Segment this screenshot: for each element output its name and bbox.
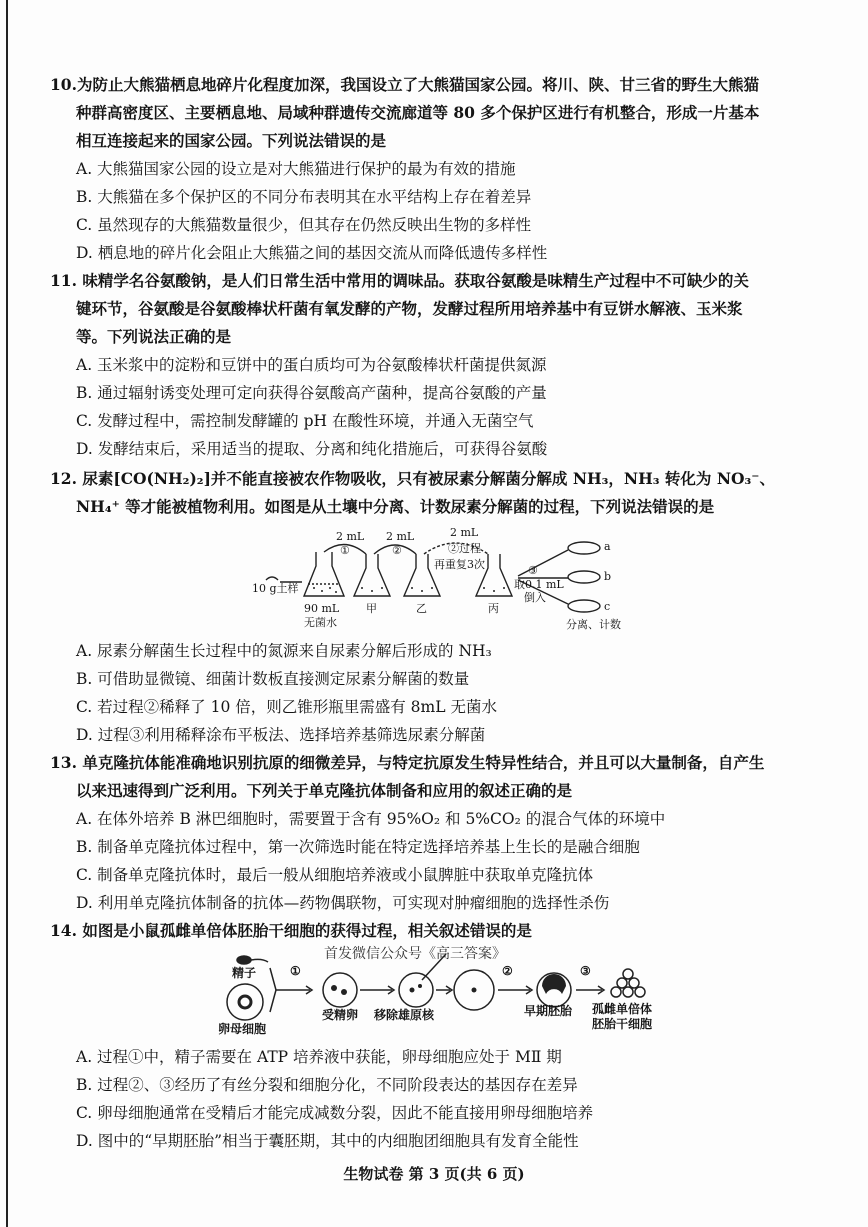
q13-option-a: A. 在体外培养 B 淋巴细胞时，需要置于含有 95%O₂ 和 5%CO₂ 的混合气体的环境中 [76,810,666,828]
flask-jia [354,554,390,596]
q14-option-b: B. 过程②、③经历了有丝分裂和细胞分化，不同阶段表达的基因存在差异 [76,1076,578,1094]
label-step-1: ① [290,964,301,978]
label-plate-c: c [604,600,611,613]
label-result-line-2: 胚胎干细胞 [592,1017,653,1031]
label-step-3: ③ [528,564,538,577]
label-remove-male-pronucleus: 移除雄原核 [374,1008,435,1022]
label-zygote: 受精卵 [322,1008,359,1022]
label-volume-2: 2 mL [386,530,415,543]
q11-option-c: C. 发酵过程中，需控制发酵罐的 pH 在酸性环境，并通入无菌空气 [76,412,534,430]
q14-option-c: C. 卵母细胞通常在受精后才能完成减数分裂，因此不能直接用卵母细胞培养 [76,1104,594,1122]
q13-option-c: C. 制备单克隆抗体时，最后一般从细胞培养液或小鼠脾脏中获取单克隆抗体 [76,866,594,884]
q11-stem-line-1: 11. 味精学名谷氨酸钠，是人们日常生活中常用的调味品。获取谷氨酸是味精生产过程中不可缺少的关 [50,271,749,290]
q12-option-d: D. 过程③利用稀释涂布平板法、选择培养基筛选尿素分解菌 [76,726,486,744]
q13-option-b: B. 制备单克隆抗体过程中，第一次筛选时能在特定选择培养基上生长的是融合细胞 [76,838,640,856]
q12-option-a: A. 尿素分解菌生长过程中的氮源来自尿素分解后形成的 NH₃ [76,642,492,660]
label-sterile-water: 无菌水 [304,616,337,629]
q13-option-d: D. 利用单克隆抗体制备的抗体—药物偶联物，可实现对肿瘤细胞的选择性杀伤 [76,894,610,912]
q11-option-a: A. 玉米浆中的淀粉和豆饼中的蛋白质均可为谷氨酸棒状杆菌提供氮源 [76,356,547,374]
label-step-2: ② [392,544,402,557]
page-footer: 生物试卷 第 3 页(共 6 页) [343,1165,525,1183]
q11-option-d: D. 发酵结束后，采用适当的提取、分离和纯化措施后，可获得谷氨酸 [76,440,548,458]
q14-option-d: D. 图中的“早期胚胎”相当于囊胚期，其中的内细胞团细胞具有发育全能性 [76,1132,579,1150]
label-volume-1: 2 mL [336,530,365,543]
soil-pile-icon [266,577,278,580]
watermark-text: 首发微信公众号《高三答案》 [324,946,506,962]
label-soil: 10 g土样 [252,582,299,595]
label-step-1: ① [340,544,350,557]
q13-stem-line-2: 以来迅速得到广泛利用。下列关于单克隆抗体制备和应用的叙述正确的是 [76,781,573,800]
label-plate-b: b [604,570,612,583]
egg-cell-icon [227,984,263,1020]
label-water-volume: 90 mL [304,602,340,615]
label-take: 取0.1 mL [514,578,564,591]
flask-water [304,552,344,596]
label-egg-cell: 卵母细胞 [218,1022,267,1036]
q10-option-c: C. 虽然现存的大熊猫数量很少，但其存在仍然反映出生物的多样性 [76,216,532,234]
page-edge-line [6,0,8,1227]
q12-option-b: B. 可借助显微镜、细菌计数板直接测定尿素分解菌的数量 [76,670,470,688]
label-repeat: 再重复3次 [434,558,485,571]
label-step-3: ③ [580,964,591,978]
enucleated-cell-icon [399,973,433,1007]
q10-option-a: A. 大熊猫国家公园的设立是对大熊猫进行保护的最为有效的措施 [76,160,516,178]
q11-option-b: B. 通过辐射诱变处理可定向获得谷氨酸高产菌种，提高谷氨酸的产量 [76,384,547,402]
label-volume-3: 2 mL [450,526,479,539]
label-result-line-1: 孤雌单倍体 [592,1002,653,1016]
q10-stem-line-2: 种群高密度区、主要栖息地、局域种群遗传交流廊道等 80 多个保护区进行有机整合，形成一片基本 [76,103,760,122]
q12-option-c: C. 若过程②稀释了 10 倍，则乙锥形瓶里需盛有 8mL 无菌水 [76,698,497,716]
label-sperm: 精子 [232,966,257,980]
label-step-2-process: ②过程 [448,542,481,555]
zygote-icon [323,973,357,1007]
q12-stem-line-2: NH₄⁺ 等才能被植物利用。如图是从土壤中分离、计数尿素分解菌的过程，下列说法错误的是 [76,497,715,516]
q13-stem-line-1: 13. 单克隆抗体能准确地识别抗原的细微差异，与特定抗原发生特异性结合，并且可以大量制备，自产生 [50,753,765,772]
label-separate-count: 分离、计数 [566,618,621,631]
q14-stem-line-1: 14. 如图是小鼠孤雌单倍体胚胎干细胞的获得过程，相关叙述错误的是 [50,921,532,940]
q12-stem-line-1: 12. 尿素[CO(NH₂)₂]并不能直接被农作物吸收，只有被尿素分解菌分解成 NH₃，NH₃ 转化为 NO₃⁻、 [50,469,775,488]
q11-stem-line-3: 等。下列说法正确的是 [76,327,232,346]
label-flask-jia: 甲 [366,602,377,615]
q11-stem-line-2: 键环节，谷氨酸是谷氨酸棒状杆菌有氧发酵的产物，发酵过程所用培养基中有豆饼水解液、玉米浆 [76,299,743,318]
label-flask-bing: 丙 [488,602,499,615]
label-flask-yi: 乙 [416,602,427,615]
q14-option-a: A. 过程①中，精子需要在 ATP 培养液中获能，卵母细胞应处于 MⅡ 期 [76,1048,562,1066]
q10-stem-line-1: 10.为防止大熊猫栖息地碎片化程度加深，我国设立了大熊猫国家公园。将川、陕、甘三省的野生大熊猫 [50,75,759,94]
label-step-2: ② [502,964,513,978]
label-early-embryo: 早期胚胎 [524,1004,573,1018]
sperm-icon [237,956,251,964]
q10-stem-line-3: 相互连接起来的国家公园。下列说法错误的是 [76,131,387,150]
label-pour: 倒入 [524,591,546,604]
q10-option-b: B. 大熊猫在多个保护区的不同分布表明其在水平结构上存在着差异 [76,188,532,206]
q10-option-d: D. 栖息地的碎片化会阻止大熊猫之间的基因交流从而降低遗传多样性 [76,244,548,262]
label-plate-a: a [604,540,611,553]
